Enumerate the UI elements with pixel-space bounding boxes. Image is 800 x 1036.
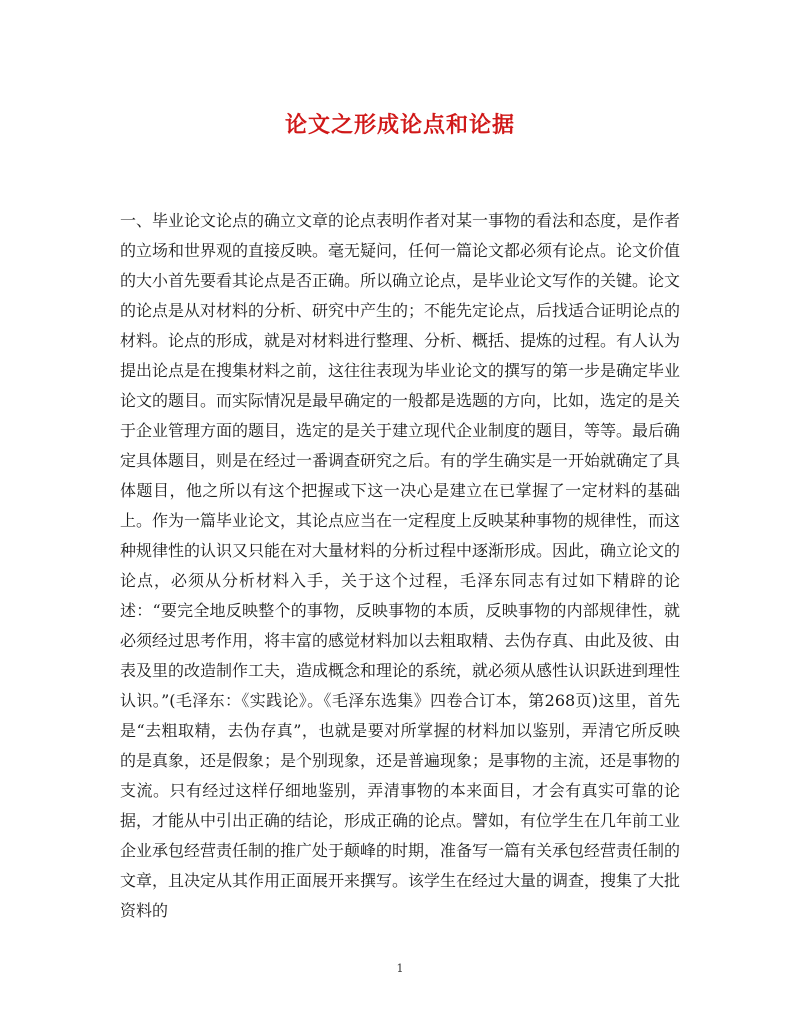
document-title: 论文之形成论点和论据 [284, 112, 515, 138]
body-paragraph: 一、毕业论文论点的确立文章的论点表明作者对某一事物的看法和态度，是作者的立场和世界观的直接反映。毫无疑问，任何一篇论文都必须有论点。论文价值的大小首先要看其论点是否正确。所以确立论点，是毕业论文写作的关键。论文的论点是从对材料的分析、研究中产生的；不能先定论点，后找适合证明论点的材料。论点的形成，就是对材料进行整理、分析、概括、提炼的过程。有人认为提出论点是在搜集材料之前，这往往表现为毕业论文的撰写的第一步是确定毕业论文的题目。而实际情况是最早确定的一般都是选题的方向，比如，选定的是关于企业管理方面的题目，选定的是关于建立现代企业制度的题目，等等。最后确定具体题目，则是在经过一番调查研究之后。有的学生确实是一开始就确定了具体题目，他之所以有这个把握或下这一决心是建立在已掌握了一定材料的基础上。作为一篇毕业论文，其论点应当在一定程度上反映某种事物的规律性，而这种规律性的认识又只能在对大量材料的分析过程中逐渐形成。因此，确立论文的论点，必须从分析材料入手，关于这个过程，毛泽东同志有过如下精辟的论述：“要完全地反映整个的事物，反映事物的本质，反映事物的内部规律性，就必须经过思考作用，将丰富的感觉材料加以去粗取精、去伪存真、由此及彼、由表及里的改造制作工夫，造成概念和理论的系统，就必须从感性认识跃进到理性认识。”(毛泽东：《实践论》。《毛泽东选集》四卷合订本，第268页)这里，首先是“去粗取精，去伪存真”，也就是要对所掌握的材料加以鉴别，弄清它所反映的是真象，还是假象；是个别现象，还是普遍现象；是事物的主流，还是事物的支流。只有经过这样仔细地鉴别，弄清事物的本来面目，才会有真实可靠的论据，才能从中引出正确的结论，形成正确的论点。譬如，有位学生在几年前工业企业承包经营责任制的推广处于颠峰的时期，准备写一篇有关承包经营责任制的文章，且决定从其作用正面展开来撰写。该学生在经过大量的调查，搜集了大批资料的 [120, 211, 681, 920]
page-number: 1 [396, 962, 404, 975]
